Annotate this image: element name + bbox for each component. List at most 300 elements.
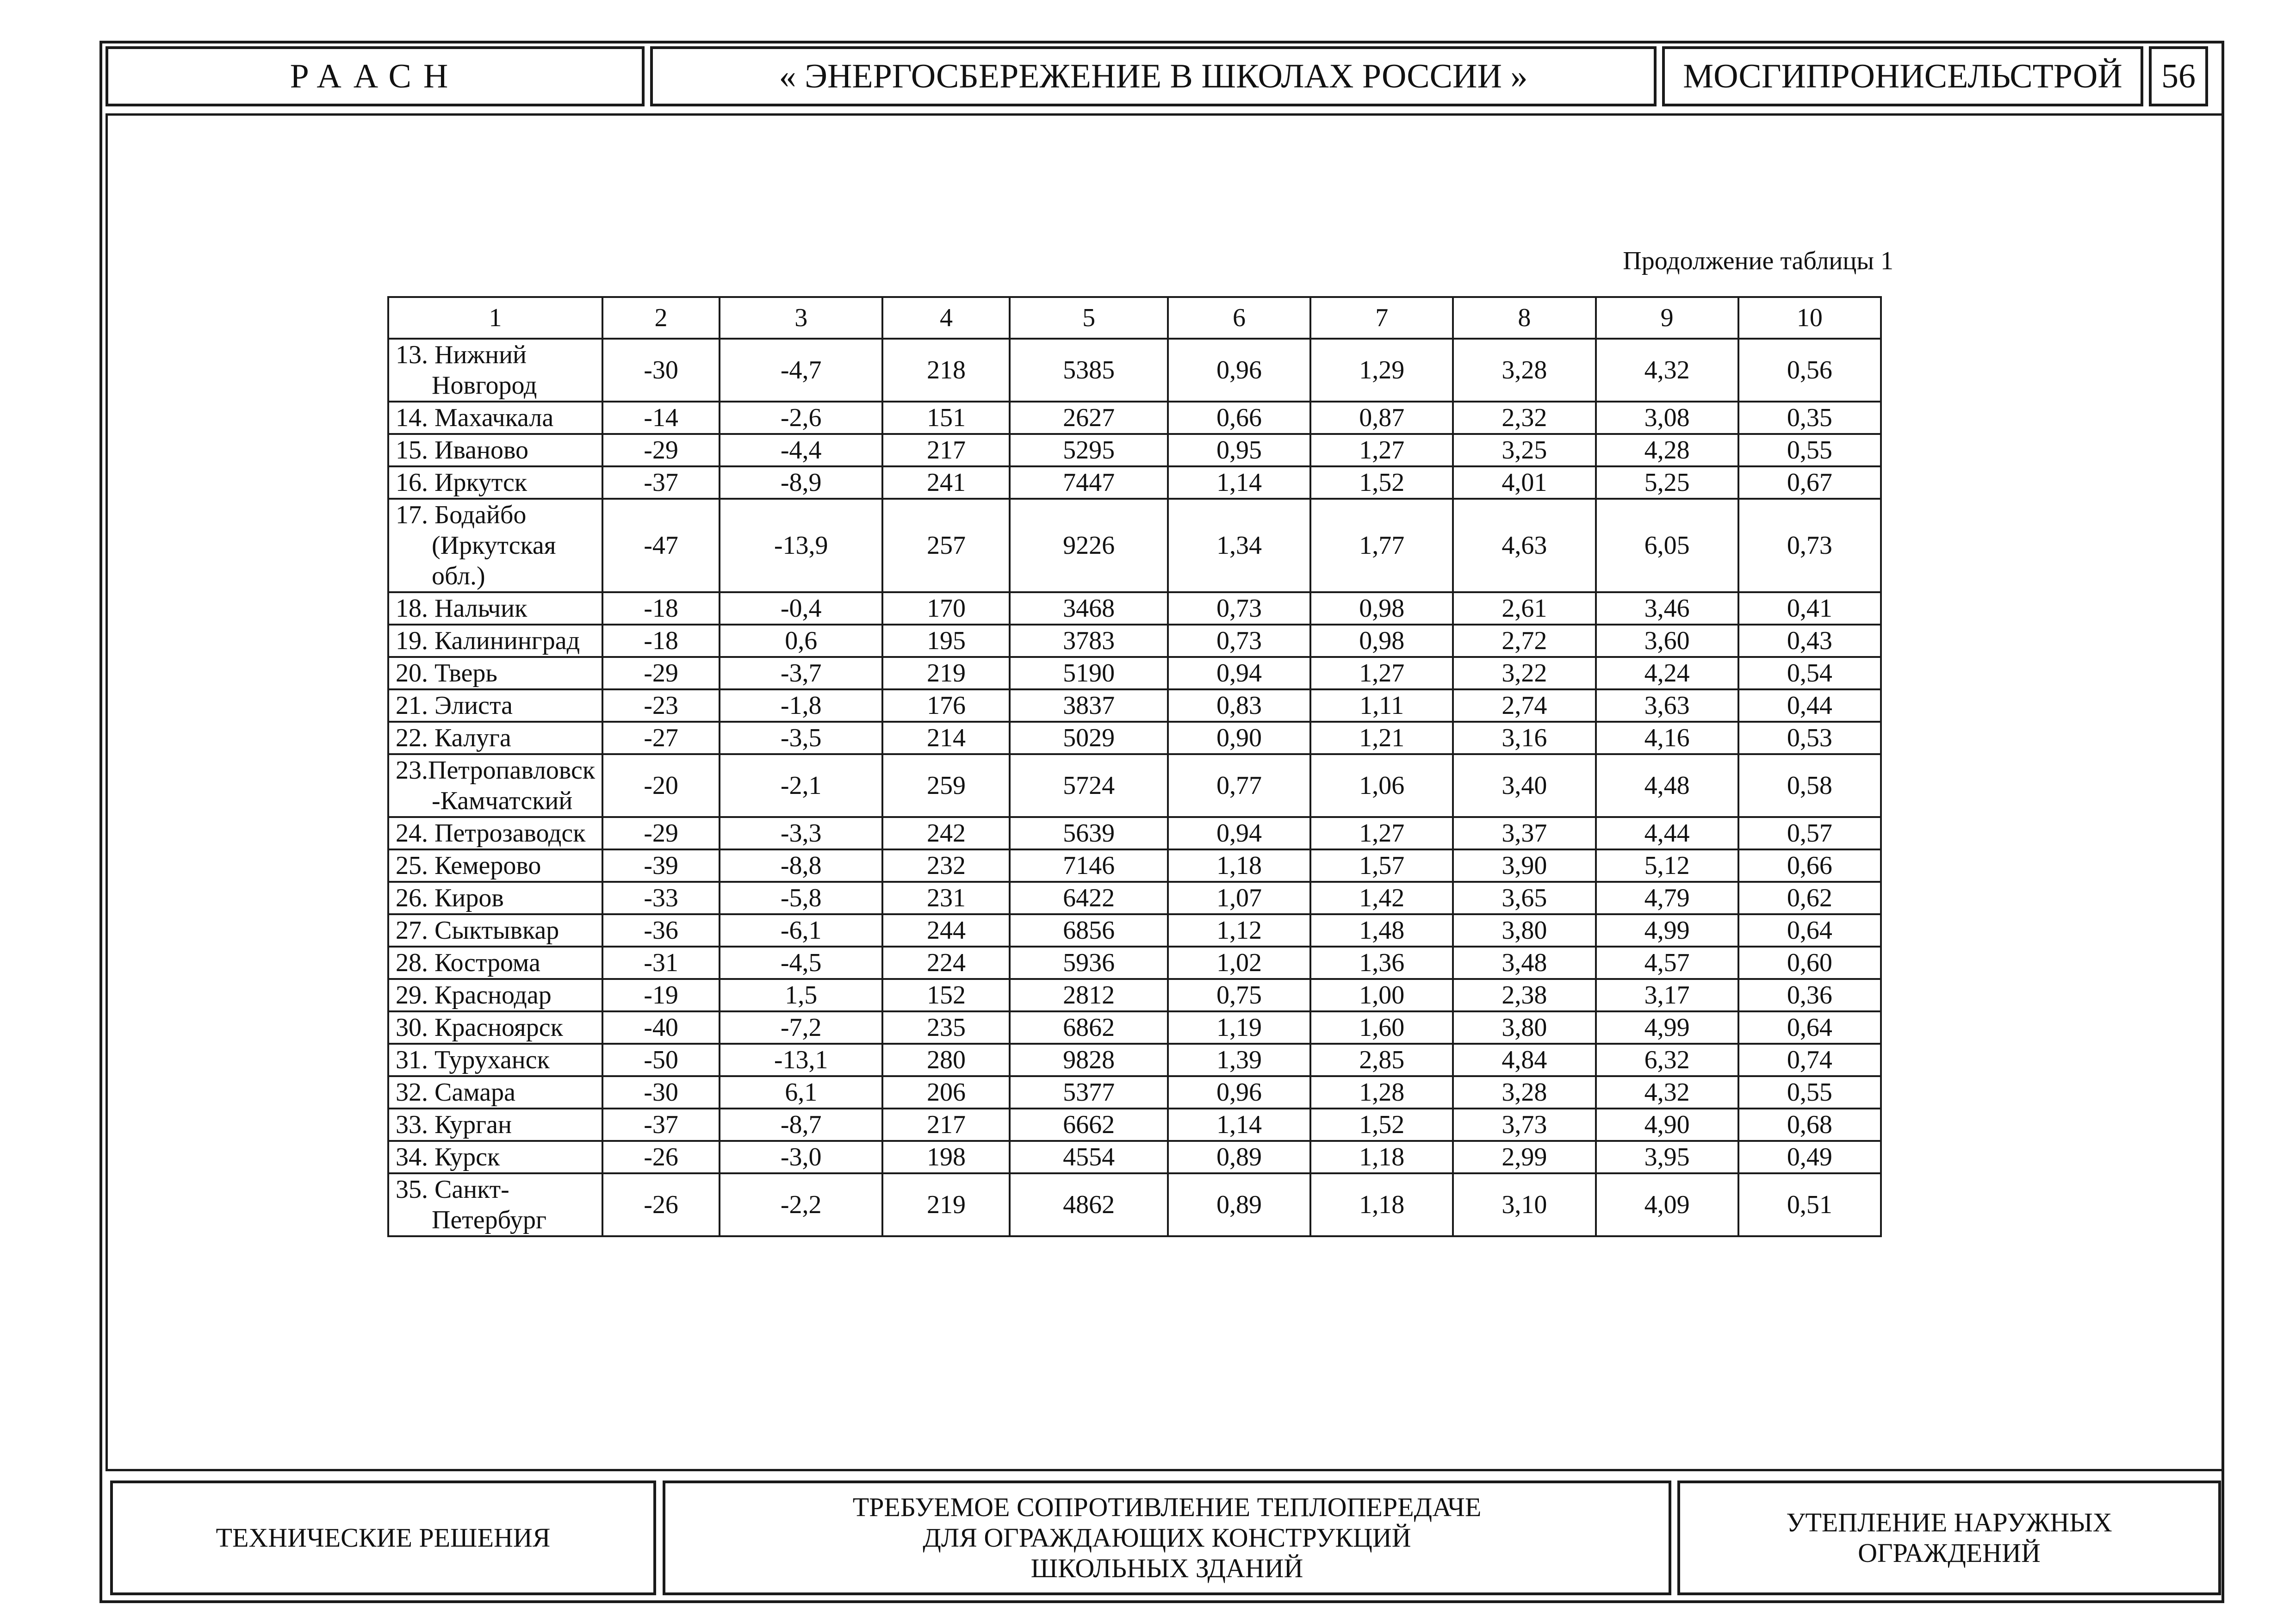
value-cell: 176 — [882, 689, 1010, 722]
city-name-cell — [388, 882, 602, 914]
value-cell: 3,65 — [1453, 882, 1595, 914]
value-cell: -20 — [602, 754, 720, 817]
value-cell: 0,66 — [1738, 849, 1881, 882]
value-cell: -29 — [602, 817, 720, 849]
city-name-cell — [388, 592, 602, 625]
value-cell: 0,62 — [1738, 882, 1881, 914]
city-name-line: -Камчатский — [432, 787, 573, 815]
table-row — [388, 1011, 1881, 1044]
table-row — [388, 592, 1881, 625]
city-name-cell — [388, 817, 602, 849]
value-cell: 4862 — [1010, 1173, 1167, 1236]
column-header: 6 — [1168, 297, 1310, 339]
table-row — [388, 722, 1881, 754]
value-cell: 4,99 — [1596, 1011, 1738, 1044]
value-cell: 217 — [882, 434, 1010, 466]
value-cell: 0,73 — [1168, 592, 1310, 625]
value-cell: -1,8 — [720, 689, 882, 722]
value-cell: 0,77 — [1168, 754, 1310, 817]
city-name-line: 27. Сыктывкар — [396, 916, 559, 945]
city-name-cell — [388, 499, 602, 592]
city-name-line: 34. Курск — [396, 1143, 500, 1171]
value-cell: -27 — [602, 722, 720, 754]
value-cell: -47 — [602, 499, 720, 592]
city-name-line: 20. Тверь — [396, 659, 497, 688]
city-name-cell — [388, 625, 602, 657]
value-cell: -18 — [602, 592, 720, 625]
city-name-line: Петербург — [432, 1206, 546, 1234]
value-cell: -30 — [602, 1076, 720, 1109]
footer-chapter-title-line: УТЕПЛЕНИЕ НАРУЖНЫХ — [1786, 1507, 2112, 1537]
value-cell: 219 — [882, 657, 1010, 689]
value-cell: -2,6 — [720, 402, 882, 434]
value-cell: 3,22 — [1453, 657, 1595, 689]
value-cell: 242 — [882, 817, 1010, 849]
city-name-cell — [388, 466, 602, 499]
value-cell: 4,99 — [1596, 914, 1738, 947]
value-cell: 1,18 — [1310, 1173, 1453, 1236]
value-cell: 0,64 — [1738, 1011, 1881, 1044]
value-cell: -3,3 — [720, 817, 882, 849]
page-number: 56 — [2149, 46, 2208, 106]
city-name-line: 29. Краснодар — [396, 981, 552, 1010]
table-row — [388, 402, 1881, 434]
value-cell: 0,44 — [1738, 689, 1881, 722]
value-cell: 1,27 — [1310, 817, 1453, 849]
table-row — [388, 882, 1881, 914]
value-cell: 219 — [882, 1173, 1010, 1236]
header-project-title: « ЭНЕРГОСБЕРЕЖЕНИЕ В ШКОЛАХ РОССИИ » — [650, 46, 1657, 106]
value-cell: 0,51 — [1738, 1173, 1881, 1236]
value-cell: -40 — [602, 1011, 720, 1044]
value-cell: 0,87 — [1310, 402, 1453, 434]
value-cell: 4,09 — [1596, 1173, 1738, 1236]
value-cell: 0,95 — [1168, 434, 1310, 466]
value-cell: 1,34 — [1168, 499, 1310, 592]
table-header-row — [388, 297, 1881, 339]
value-cell: 5377 — [1010, 1076, 1167, 1109]
value-cell: 4,79 — [1596, 882, 1738, 914]
value-cell: -3,5 — [720, 722, 882, 754]
table-row — [388, 754, 1881, 817]
table-row — [388, 817, 1881, 849]
value-cell: 5724 — [1010, 754, 1167, 817]
value-cell: 3,08 — [1596, 402, 1738, 434]
value-cell: 0,43 — [1738, 625, 1881, 657]
value-cell: 5029 — [1010, 722, 1167, 754]
value-cell: 0,64 — [1738, 914, 1881, 947]
table-row — [388, 947, 1881, 979]
value-cell: -14 — [602, 402, 720, 434]
value-cell: 1,27 — [1310, 434, 1453, 466]
value-cell: 9828 — [1010, 1044, 1167, 1076]
value-cell: 1,5 — [720, 979, 882, 1011]
value-cell: -5,8 — [720, 882, 882, 914]
value-cell: -8,7 — [720, 1109, 882, 1141]
value-cell: 3837 — [1010, 689, 1167, 722]
footer-sheet-title — [663, 1481, 1671, 1595]
value-cell: 257 — [882, 499, 1010, 592]
table-row — [388, 1173, 1881, 1236]
value-cell: 5639 — [1010, 817, 1167, 849]
value-cell: -3,7 — [720, 657, 882, 689]
value-cell: 4,48 — [1596, 754, 1738, 817]
value-cell: 0,6 — [720, 625, 882, 657]
value-cell: 3,40 — [1453, 754, 1595, 817]
table-caption: Продолжение таблицы 1 — [1623, 247, 1893, 275]
value-cell: -7,2 — [720, 1011, 882, 1044]
value-cell: -31 — [602, 947, 720, 979]
value-cell: 3,90 — [1453, 849, 1595, 882]
city-name-line: 21. Элиста — [396, 691, 513, 720]
value-cell: -18 — [602, 625, 720, 657]
city-name-cell — [388, 1109, 602, 1141]
value-cell: -29 — [602, 657, 720, 689]
value-cell: 0,54 — [1738, 657, 1881, 689]
value-cell: 1,52 — [1310, 466, 1453, 499]
value-cell: 3,28 — [1453, 339, 1595, 402]
value-cell: 0,53 — [1738, 722, 1881, 754]
table-row — [388, 625, 1881, 657]
city-name-cell — [388, 722, 602, 754]
value-cell: -2,2 — [720, 1173, 882, 1236]
value-cell: 3,80 — [1453, 1011, 1595, 1044]
value-cell: 1,00 — [1310, 979, 1453, 1011]
column-header: 4 — [882, 297, 1010, 339]
value-cell: 170 — [882, 592, 1010, 625]
value-cell: 2,85 — [1310, 1044, 1453, 1076]
value-cell: 4,01 — [1453, 466, 1595, 499]
city-name-cell — [388, 434, 602, 466]
value-cell: 1,14 — [1168, 466, 1310, 499]
value-cell: 0,73 — [1738, 499, 1881, 592]
value-cell: 2812 — [1010, 979, 1167, 1011]
value-cell: 0,66 — [1168, 402, 1310, 434]
value-cell: 3468 — [1010, 592, 1167, 625]
column-header: 8 — [1453, 297, 1595, 339]
value-cell: 6,1 — [720, 1076, 882, 1109]
city-name-cell — [388, 657, 602, 689]
table-row — [388, 979, 1881, 1011]
value-cell: 5,25 — [1596, 466, 1738, 499]
city-name-cell — [388, 402, 602, 434]
value-cell: 2627 — [1010, 402, 1167, 434]
city-name-line: 28. Кострома — [396, 948, 540, 977]
value-cell: 1,77 — [1310, 499, 1453, 592]
value-cell: 0,98 — [1310, 592, 1453, 625]
table-body — [388, 339, 1881, 1236]
value-cell: 3,48 — [1453, 947, 1595, 979]
value-cell: 3,10 — [1453, 1173, 1595, 1236]
value-cell: 1,12 — [1168, 914, 1310, 947]
city-name-line: 22. Калуга — [396, 724, 511, 752]
value-cell: 1,06 — [1310, 754, 1453, 817]
value-cell: 0,74 — [1738, 1044, 1881, 1076]
value-cell: 1,60 — [1310, 1011, 1453, 1044]
value-cell: 0,98 — [1310, 625, 1453, 657]
value-cell: -29 — [602, 434, 720, 466]
value-cell: 3,37 — [1453, 817, 1595, 849]
column-header: 2 — [602, 297, 720, 339]
column-header: 3 — [720, 297, 882, 339]
value-cell: -3,0 — [720, 1141, 882, 1173]
table-row — [388, 1076, 1881, 1109]
value-cell: 1,19 — [1168, 1011, 1310, 1044]
value-cell: -8,8 — [720, 849, 882, 882]
value-cell: 0,41 — [1738, 592, 1881, 625]
value-cell: 0,57 — [1738, 817, 1881, 849]
value-cell: 206 — [882, 1076, 1010, 1109]
value-cell: 4,63 — [1453, 499, 1595, 592]
value-cell: 0,56 — [1738, 339, 1881, 402]
value-cell: 2,72 — [1453, 625, 1595, 657]
city-name-cell — [388, 689, 602, 722]
value-cell: 0,83 — [1168, 689, 1310, 722]
value-cell: 7447 — [1010, 466, 1167, 499]
table-row — [388, 657, 1881, 689]
value-cell: 3,17 — [1596, 979, 1738, 1011]
table-row — [388, 914, 1881, 947]
city-name-line: 33. Курган — [396, 1110, 512, 1139]
value-cell: 7146 — [1010, 849, 1167, 882]
table-row — [388, 849, 1881, 882]
value-cell: 0,94 — [1168, 657, 1310, 689]
value-cell: -37 — [602, 466, 720, 499]
city-name-line: 18. Нальчик — [396, 594, 527, 623]
city-name-line: (Иркутская обл.) — [432, 531, 556, 590]
city-name-cell — [388, 947, 602, 979]
value-cell: -0,4 — [720, 592, 882, 625]
value-cell: 224 — [882, 947, 1010, 979]
city-name-cell — [388, 1076, 602, 1109]
value-cell: 6,32 — [1596, 1044, 1738, 1076]
value-cell: 5190 — [1010, 657, 1167, 689]
value-cell: 2,74 — [1453, 689, 1595, 722]
value-cell: 4,90 — [1596, 1109, 1738, 1141]
value-cell: 5,12 — [1596, 849, 1738, 882]
value-cell: 5295 — [1010, 434, 1167, 466]
city-name-line: 32. Самара — [396, 1078, 515, 1107]
table-row — [388, 339, 1881, 402]
city-name-cell — [388, 754, 602, 817]
value-cell: 3,28 — [1453, 1076, 1595, 1109]
value-cell: 3,60 — [1596, 625, 1738, 657]
value-cell: 4,24 — [1596, 657, 1738, 689]
value-cell: -8,9 — [720, 466, 882, 499]
header-org: РААСН — [105, 46, 645, 106]
value-cell: 0,68 — [1738, 1109, 1881, 1141]
table-row — [388, 1044, 1881, 1076]
value-cell: 1,11 — [1310, 689, 1453, 722]
value-cell: 0,89 — [1168, 1141, 1310, 1173]
value-cell: 1,29 — [1310, 339, 1453, 402]
value-cell: 4,32 — [1596, 339, 1738, 402]
city-name-line: 24. Петрозаводск — [396, 819, 586, 848]
value-cell: 0,49 — [1738, 1141, 1881, 1173]
value-cell: 0,58 — [1738, 754, 1881, 817]
footer-chapter-title-line: ОГРАЖДЕНИЙ — [1858, 1538, 2041, 1568]
table-row — [388, 1141, 1881, 1173]
footer-chapter-title — [1677, 1481, 2221, 1595]
value-cell: 0,35 — [1738, 402, 1881, 434]
city-name-line: 30. Красноярск — [396, 1013, 563, 1042]
value-cell: 0,94 — [1168, 817, 1310, 849]
table-row — [388, 689, 1881, 722]
city-name-cell — [388, 1044, 602, 1076]
value-cell: 5385 — [1010, 339, 1167, 402]
value-cell: -4,5 — [720, 947, 882, 979]
value-cell: 231 — [882, 882, 1010, 914]
value-cell: 2,32 — [1453, 402, 1595, 434]
value-cell: 1,02 — [1168, 947, 1310, 979]
value-cell: 0,89 — [1168, 1173, 1310, 1236]
value-cell: 1,57 — [1310, 849, 1453, 882]
value-cell: -13,9 — [720, 499, 882, 592]
value-cell: 2,61 — [1453, 592, 1595, 625]
table-row — [388, 466, 1881, 499]
value-cell: 0,60 — [1738, 947, 1881, 979]
value-cell: 235 — [882, 1011, 1010, 1044]
value-cell: 4,57 — [1596, 947, 1738, 979]
value-cell: 198 — [882, 1141, 1010, 1173]
value-cell: 1,18 — [1168, 849, 1310, 882]
city-name-cell — [388, 1173, 602, 1236]
value-cell: 4,84 — [1453, 1044, 1595, 1076]
city-name-line: 25. Кемерово — [396, 851, 541, 880]
column-header: 9 — [1596, 297, 1738, 339]
value-cell: 259 — [882, 754, 1010, 817]
value-cell: 3,80 — [1453, 914, 1595, 947]
value-cell: 232 — [882, 849, 1010, 882]
value-cell: 4,44 — [1596, 817, 1738, 849]
table-row — [388, 499, 1881, 592]
value-cell: -50 — [602, 1044, 720, 1076]
table-row — [388, 434, 1881, 466]
city-name-line: 26. Киров — [396, 884, 504, 912]
city-name-cell — [388, 1011, 602, 1044]
footer-sheet-title-line: ДЛЯ ОГРАЖДАЮЩИХ КОНСТРУКЦИЙ — [923, 1523, 1411, 1553]
value-cell: 3,63 — [1596, 689, 1738, 722]
value-cell: 6422 — [1010, 882, 1167, 914]
value-cell: 4,32 — [1596, 1076, 1738, 1109]
value-cell: -26 — [602, 1141, 720, 1173]
value-cell: 3,95 — [1596, 1141, 1738, 1173]
value-cell: -4,7 — [720, 339, 882, 402]
city-name-line: 15. Иваново — [396, 436, 529, 465]
value-cell: -19 — [602, 979, 720, 1011]
city-name-line: 31. Туруханск — [396, 1046, 550, 1074]
city-name-cell — [388, 914, 602, 947]
value-cell: 0,55 — [1738, 1076, 1881, 1109]
footer-sheet-title-line: ТРЕБУЕМОЕ СОПРОТИВЛЕНИЕ ТЕПЛОПЕРЕДАЧЕ — [852, 1492, 1482, 1522]
value-cell: 1,28 — [1310, 1076, 1453, 1109]
value-cell: 241 — [882, 466, 1010, 499]
data-table — [387, 296, 1882, 1237]
city-name-cell — [388, 339, 602, 402]
value-cell: -39 — [602, 849, 720, 882]
value-cell: 9226 — [1010, 499, 1167, 592]
value-cell: 1,14 — [1168, 1109, 1310, 1141]
value-cell: 0,96 — [1168, 339, 1310, 402]
value-cell: 1,48 — [1310, 914, 1453, 947]
value-cell: 1,07 — [1168, 882, 1310, 914]
value-cell: 0,55 — [1738, 434, 1881, 466]
city-name-cell — [388, 849, 602, 882]
value-cell: 4,16 — [1596, 722, 1738, 754]
value-cell: 0,96 — [1168, 1076, 1310, 1109]
value-cell: 217 — [882, 1109, 1010, 1141]
value-cell: 218 — [882, 339, 1010, 402]
value-cell: 3,16 — [1453, 722, 1595, 754]
value-cell: 0,36 — [1738, 979, 1881, 1011]
column-header: 7 — [1310, 297, 1453, 339]
value-cell: -26 — [602, 1173, 720, 1236]
value-cell: 151 — [882, 402, 1010, 434]
value-cell: 6662 — [1010, 1109, 1167, 1141]
city-name-line: 19. Калининград — [396, 626, 580, 655]
value-cell: -4,4 — [720, 434, 882, 466]
city-name-line: 13. Нижний — [396, 341, 527, 369]
value-cell: 3783 — [1010, 625, 1167, 657]
header-designer: МОСГИПРОНИСЕЛЬСТРОЙ — [1662, 46, 2143, 106]
value-cell: -33 — [602, 882, 720, 914]
city-name-line: 35. Санкт- — [396, 1175, 509, 1204]
value-cell: 1,39 — [1168, 1044, 1310, 1076]
value-cell: -37 — [602, 1109, 720, 1141]
value-cell: 1,18 — [1310, 1141, 1453, 1173]
value-cell: 195 — [882, 625, 1010, 657]
value-cell: -30 — [602, 339, 720, 402]
footer-section-title: ТЕХНИЧЕСКИЕ РЕШЕНИЯ — [110, 1481, 656, 1595]
value-cell: 6856 — [1010, 914, 1167, 947]
city-name-line: 14. Махачкала — [396, 403, 554, 432]
value-cell: 5936 — [1010, 947, 1167, 979]
table-row — [388, 1109, 1881, 1141]
value-cell: 1,52 — [1310, 1109, 1453, 1141]
value-cell: 3,25 — [1453, 434, 1595, 466]
value-cell: 0,67 — [1738, 466, 1881, 499]
value-cell: 0,75 — [1168, 979, 1310, 1011]
value-cell: 152 — [882, 979, 1010, 1011]
value-cell: 0,73 — [1168, 625, 1310, 657]
value-cell: 244 — [882, 914, 1010, 947]
value-cell: 0,90 — [1168, 722, 1310, 754]
value-cell: -2,1 — [720, 754, 882, 817]
value-cell: 4554 — [1010, 1141, 1167, 1173]
footer-sheet-title-line: ШКОЛЬНЫХ ЗДАНИЙ — [1030, 1553, 1303, 1583]
value-cell: 1,21 — [1310, 722, 1453, 754]
city-name-line: Новгород — [432, 371, 537, 400]
value-cell: 214 — [882, 722, 1010, 754]
value-cell: 280 — [882, 1044, 1010, 1076]
value-cell: 1,36 — [1310, 947, 1453, 979]
city-name-cell — [388, 1141, 602, 1173]
value-cell: 1,27 — [1310, 657, 1453, 689]
column-header: 5 — [1010, 297, 1167, 339]
city-name-line: 17. Бодайбо — [396, 501, 527, 529]
value-cell: 6862 — [1010, 1011, 1167, 1044]
value-cell: 3,46 — [1596, 592, 1738, 625]
city-name-cell — [388, 979, 602, 1011]
column-header: 1 — [388, 297, 602, 339]
city-name-line: 16. Иркутск — [396, 468, 527, 497]
value-cell: -23 — [602, 689, 720, 722]
value-cell: 4,28 — [1596, 434, 1738, 466]
column-header: 10 — [1738, 297, 1881, 339]
value-cell: -13,1 — [720, 1044, 882, 1076]
value-cell: 2,99 — [1453, 1141, 1595, 1173]
value-cell: 3,73 — [1453, 1109, 1595, 1141]
